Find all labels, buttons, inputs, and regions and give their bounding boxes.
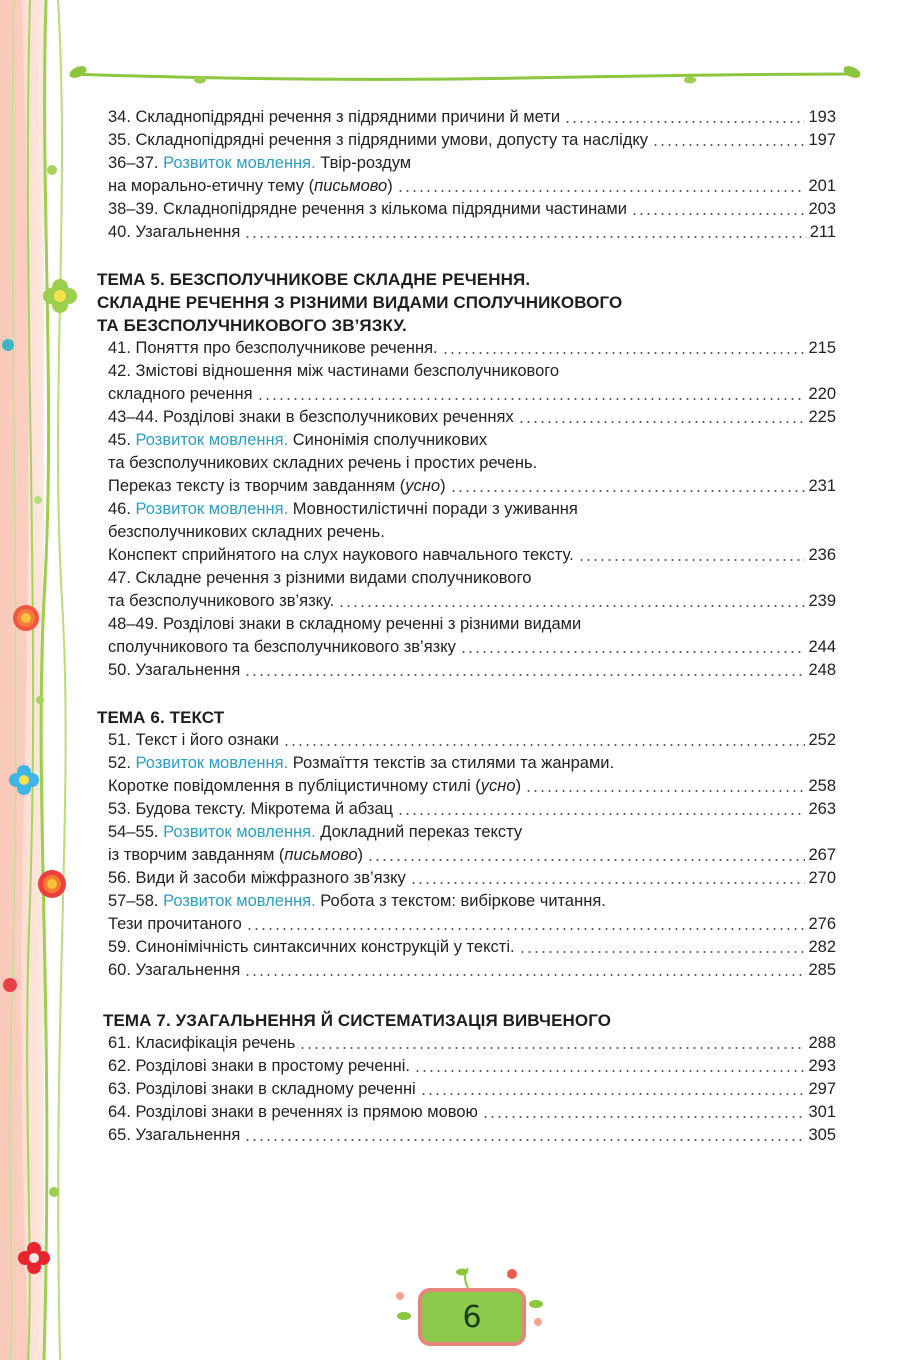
toc-entry[interactable] bbox=[108, 360, 836, 406]
toc-entry-line bbox=[108, 1124, 836, 1147]
dot-leader bbox=[244, 674, 805, 676]
text-segment: 61. Класифікація речень bbox=[108, 1034, 296, 1052]
text-segment: складного речення bbox=[108, 385, 253, 403]
toc-entry-text bbox=[108, 590, 334, 613]
page-ref: 293 bbox=[808, 1057, 836, 1075]
text-segment: Твір-роздум bbox=[315, 154, 412, 172]
page-ref: 225 bbox=[808, 408, 836, 426]
text-segment: 47. Складне речення з різними видами сполучникового bbox=[108, 569, 532, 587]
toc-entry-text bbox=[108, 798, 393, 821]
toc-entry-line bbox=[108, 636, 836, 659]
toc-entry[interactable] bbox=[108, 1032, 836, 1055]
text-segment: ) bbox=[440, 477, 446, 495]
toc-entry-text bbox=[108, 360, 559, 383]
toc-entry-line bbox=[108, 729, 836, 752]
dot-leader bbox=[519, 951, 806, 953]
toc-entry[interactable] bbox=[108, 798, 836, 821]
dot-leader bbox=[244, 236, 806, 238]
text-segment: Конспект сприйнятого на слух наукового навчального тексту. bbox=[108, 546, 574, 564]
dot-leader bbox=[257, 398, 806, 400]
page-ref: 258 bbox=[808, 777, 836, 795]
text-segment: 63. Розділові знаки в складному реченні bbox=[108, 1080, 416, 1098]
toc-entry-line bbox=[108, 659, 836, 682]
toc-entry-text bbox=[108, 1101, 478, 1124]
page-ref: 231 bbox=[808, 477, 836, 495]
dot-leader bbox=[631, 213, 806, 215]
toc-entry-line bbox=[108, 1055, 836, 1078]
toc-entry-text bbox=[108, 175, 393, 198]
toc-entry-line bbox=[108, 383, 836, 406]
toc-entry[interactable] bbox=[108, 821, 836, 867]
text-segment: 52. bbox=[108, 754, 136, 772]
toc-entry-text bbox=[108, 221, 240, 244]
dot-leader bbox=[420, 1093, 806, 1095]
page-ref: 244 bbox=[808, 638, 836, 656]
text-segment: 34. Складнопідрядні речення з підрядними причини й мети bbox=[108, 108, 561, 126]
toc-entry-text bbox=[108, 567, 531, 590]
speech-development-label: Розвиток мовлення. bbox=[163, 892, 316, 910]
toc-entry-line bbox=[108, 613, 836, 636]
toc-entry-line bbox=[108, 498, 836, 521]
toc-entry-line bbox=[108, 360, 836, 383]
toc-entry-text bbox=[108, 544, 574, 567]
dot-leader bbox=[397, 813, 805, 815]
text-segment: Коротке повідомлення в публіцистичному стилі ( bbox=[108, 777, 481, 795]
toc-entry-text bbox=[108, 821, 522, 844]
text-segment: ) bbox=[515, 777, 522, 795]
text-segment: 54–55. bbox=[108, 823, 164, 841]
toc-entry-line bbox=[108, 429, 836, 452]
toc-entry-line bbox=[108, 1078, 836, 1101]
dot-leader bbox=[460, 651, 806, 653]
toc-entry[interactable] bbox=[108, 1124, 836, 1147]
dot-leader bbox=[397, 190, 806, 192]
toc-entry-line bbox=[108, 337, 836, 360]
text-segment: безсполучникових складних речень. bbox=[108, 523, 385, 541]
text-segment: Мовностилістичні поради з уживання bbox=[288, 500, 578, 518]
page-ref: 239 bbox=[808, 592, 836, 610]
page-number bbox=[418, 1288, 526, 1346]
toc-entry-line bbox=[108, 798, 836, 821]
toc-entry-text bbox=[108, 406, 514, 429]
toc-entry[interactable] bbox=[108, 198, 836, 221]
toc-entry[interactable] bbox=[108, 959, 836, 982]
text-segment: 51. Текст і його ознаки bbox=[108, 731, 279, 749]
speech-development-label: Розвиток мовлення. bbox=[135, 754, 289, 772]
toc-entry-line bbox=[108, 890, 836, 913]
toc-entry-text bbox=[108, 452, 537, 475]
toc-entry-text bbox=[108, 129, 648, 152]
toc-entry-text bbox=[108, 1055, 410, 1078]
toc-entry-line bbox=[108, 452, 836, 475]
toc-entry[interactable] bbox=[108, 729, 836, 752]
text-segment: Розмаїття текстів за стилями та жанрами. bbox=[288, 754, 615, 772]
dot-leader bbox=[652, 144, 805, 146]
dot-leader bbox=[525, 790, 805, 792]
toc-entry-line bbox=[108, 544, 836, 567]
toc-entry-text bbox=[108, 475, 446, 498]
page-ref: 252 bbox=[808, 731, 836, 749]
mode-label: письмово bbox=[314, 177, 388, 195]
toc-entry-text bbox=[108, 775, 521, 798]
section-title bbox=[97, 268, 622, 337]
text-segment: 38–39. Складнопідрядне речення з кількома підрядними частинами bbox=[108, 200, 627, 218]
text-segment: Робота з текстом: вибіркове читання. bbox=[315, 892, 606, 910]
toc-entry-line bbox=[108, 475, 836, 498]
toc-entry[interactable] bbox=[108, 152, 836, 198]
text-segment: із творчим завданням ( bbox=[108, 846, 285, 864]
dot-leader bbox=[482, 1116, 806, 1118]
toc-entry-text bbox=[108, 1078, 416, 1101]
toc-entry-line bbox=[108, 590, 836, 613]
page-ref: 282 bbox=[808, 938, 836, 956]
toc-entry-line bbox=[108, 106, 836, 129]
text-segment: та безсполучникових складних речень і простих речень. bbox=[108, 454, 538, 472]
text-segment: ) bbox=[387, 177, 393, 195]
text-segment: 64. Розділові знаки в реченнях із прямою мовою bbox=[108, 1103, 478, 1121]
page-number-text: 6 bbox=[462, 1299, 482, 1335]
dot-leader bbox=[414, 1070, 805, 1072]
toc-entry[interactable] bbox=[108, 1101, 836, 1124]
toc-entry-line bbox=[108, 936, 836, 959]
dot-leader bbox=[442, 352, 806, 354]
text-segment: 53. Будова тексту. Мікротема й абзац bbox=[108, 800, 394, 818]
section-title bbox=[97, 706, 224, 729]
text-segment: Переказ тексту із творчим завданням ( bbox=[108, 477, 406, 495]
text-segment: 45. bbox=[108, 431, 136, 449]
page-ref: 211 bbox=[809, 223, 836, 241]
toc-entry-text bbox=[108, 636, 456, 659]
toc-entry[interactable] bbox=[108, 429, 836, 498]
toc-entry-line bbox=[108, 221, 836, 244]
toc-entry-text bbox=[108, 383, 253, 406]
toc-entry[interactable] bbox=[108, 129, 836, 152]
toc-entry-line bbox=[108, 567, 836, 590]
dot-leader bbox=[338, 605, 805, 607]
toc-entry-text bbox=[108, 498, 578, 521]
speech-development-label: Розвиток мовлення. bbox=[163, 823, 316, 841]
toc-entry-text bbox=[108, 936, 515, 959]
text-segment: ) bbox=[357, 846, 364, 864]
dot-leader bbox=[244, 1139, 805, 1141]
toc-entry[interactable] bbox=[108, 1078, 836, 1101]
text-segment: 60. Узагальнення bbox=[108, 961, 241, 979]
page-ref: 267 bbox=[808, 846, 836, 864]
dot-leader bbox=[367, 859, 805, 861]
toc-entry[interactable] bbox=[108, 406, 836, 429]
toc-entry-line bbox=[108, 821, 836, 844]
toc-entry-line bbox=[108, 913, 836, 936]
text-segment: 36–37. bbox=[108, 154, 164, 172]
mode-label: письмово bbox=[284, 846, 358, 864]
text-segment: 57–58. bbox=[108, 892, 164, 910]
toc-entry-line bbox=[108, 406, 836, 429]
dot-leader bbox=[578, 559, 806, 561]
page-ref: 301 bbox=[808, 1103, 836, 1121]
text-segment: Синонімія сполучникових bbox=[288, 431, 488, 449]
dot-leader bbox=[244, 974, 805, 976]
page-ref: 248 bbox=[808, 661, 836, 679]
page-ref: 193 bbox=[808, 108, 836, 126]
toc-entry-line bbox=[108, 1101, 836, 1124]
text-segment: Докладний переказ тексту bbox=[315, 823, 523, 841]
toc-entry[interactable] bbox=[108, 1055, 836, 1078]
toc-entry[interactable] bbox=[108, 613, 836, 659]
toc-entry-text bbox=[108, 337, 438, 360]
toc-entry-text bbox=[108, 752, 614, 775]
page-ref: 201 bbox=[808, 177, 836, 195]
section-title-line: ТА БЕЗСПОЛУЧНИКОВОГО ЗВ’ЯЗКУ. bbox=[97, 316, 407, 335]
text-segment: сполучникового та безсполучникового зв’язку bbox=[108, 638, 456, 656]
page-ref: 263 bbox=[808, 800, 836, 818]
toc-entry[interactable] bbox=[108, 221, 836, 244]
text-segment: 42. Змістові відношення між частинами безсполучникового bbox=[108, 362, 560, 380]
dot-leader bbox=[564, 121, 805, 123]
toc-entry-line bbox=[108, 844, 836, 867]
dot-leader bbox=[246, 928, 806, 930]
toc-entry[interactable] bbox=[108, 567, 836, 613]
toc-entry-text bbox=[108, 890, 606, 913]
speech-development-label: Розвиток мовлення. bbox=[135, 500, 289, 518]
page-ref: 297 bbox=[808, 1080, 836, 1098]
text-segment: 35. Складнопідрядні речення з підрядними умови, допусту та наслідку bbox=[108, 131, 649, 149]
toc-entry-text bbox=[108, 106, 560, 129]
toc-entry-line bbox=[108, 129, 836, 152]
toc-entry-text bbox=[108, 613, 581, 636]
toc-entry-text bbox=[108, 844, 363, 867]
toc-entry-text bbox=[108, 521, 385, 544]
text-segment: 65. Узагальнення bbox=[108, 1126, 241, 1144]
text-segment: на морально-етичну тему ( bbox=[108, 177, 315, 195]
toc-entry[interactable] bbox=[108, 752, 836, 798]
dot-leader bbox=[518, 421, 806, 423]
toc-entry-text bbox=[108, 1032, 295, 1055]
toc-entry-text bbox=[108, 1124, 240, 1147]
toc-entry-text bbox=[108, 152, 411, 175]
toc-entry-line bbox=[108, 959, 836, 982]
toc-entry[interactable] bbox=[108, 106, 836, 129]
toc-entry-text bbox=[108, 659, 240, 682]
page-ref: 288 bbox=[808, 1034, 836, 1052]
toc-entry[interactable] bbox=[108, 936, 836, 959]
text-segment: 40. Узагальнення bbox=[108, 223, 241, 241]
page-ref: 305 bbox=[808, 1126, 836, 1144]
page-ref: 203 bbox=[808, 200, 836, 218]
toc-entry-text bbox=[108, 729, 279, 752]
toc-entry-text bbox=[108, 913, 242, 936]
toc-entry[interactable] bbox=[108, 498, 836, 567]
mode-label: усно bbox=[405, 477, 441, 495]
speech-development-label: Розвиток мовлення. bbox=[135, 431, 289, 449]
toc-entry-line bbox=[108, 521, 836, 544]
toc-entry[interactable] bbox=[108, 867, 836, 890]
toc-entry-line bbox=[108, 775, 836, 798]
section-title-line: ТЕМА 5. БЕЗСПОЛУЧНИКОВЕ СКЛАДНЕ РЕЧЕННЯ. bbox=[97, 270, 531, 289]
mode-label: усно bbox=[480, 777, 516, 795]
page-ref: 215 bbox=[808, 339, 836, 357]
toc-entry[interactable] bbox=[108, 659, 836, 682]
page-ref: 270 bbox=[808, 869, 836, 887]
text-segment: 50. Узагальнення bbox=[108, 661, 241, 679]
text-segment: 41. Поняття про безсполучникове речення. bbox=[108, 339, 438, 357]
toc-entry-text bbox=[108, 429, 487, 452]
toc-entry[interactable] bbox=[108, 890, 836, 936]
section-title-line: ТЕМА 7. УЗАГАЛЬНЕННЯ Й СИСТЕМАТИЗАЦІЯ ВИВЧЕНОГО bbox=[103, 1011, 612, 1030]
text-segment: 56. Види й засоби міжфразного зв’язку bbox=[108, 869, 406, 887]
text-segment: та безсполучникового зв’язку. bbox=[108, 592, 335, 610]
text-segment: 59. Синонімічність синтаксичних конструкцій у тексті. bbox=[108, 938, 515, 956]
text-segment: 62. Розділові знаки в простому реченні. bbox=[108, 1057, 411, 1075]
toc-entry-line bbox=[108, 867, 836, 890]
toc-entry-text bbox=[108, 198, 627, 221]
dot-leader bbox=[283, 744, 805, 746]
dot-leader bbox=[410, 882, 806, 884]
toc-entry-line bbox=[108, 198, 836, 221]
dot-leader bbox=[450, 490, 806, 492]
text-segment: 46. bbox=[108, 500, 136, 518]
toc-entry-line bbox=[108, 1032, 836, 1055]
section-title bbox=[103, 1009, 611, 1032]
toc-entry-text bbox=[108, 867, 406, 890]
toc-entry-line bbox=[108, 152, 836, 175]
text-segment: 43–44. Розділові знаки в безсполучникових реченнях bbox=[108, 408, 514, 426]
page-ref: 276 bbox=[808, 915, 836, 933]
page-ref: 197 bbox=[808, 131, 836, 149]
toc-entry[interactable] bbox=[108, 337, 836, 360]
text-segment: 48–49. Розділові знаки в складному реченні з різними видами bbox=[108, 615, 582, 633]
toc-entry-line bbox=[108, 175, 836, 198]
toc-entry-line bbox=[108, 752, 836, 775]
section-title-line: СКЛАДНЕ РЕЧЕННЯ З РІЗНИМИ ВИДАМИ СПОЛУЧНИКОВОГО bbox=[97, 293, 623, 312]
section-title-line: ТЕМА 6. ТЕКСТ bbox=[97, 708, 225, 727]
page-ref: 220 bbox=[808, 385, 836, 403]
page-ref: 236 bbox=[808, 546, 836, 564]
toc-entry-text bbox=[108, 959, 240, 982]
speech-development-label: Розвиток мовлення. bbox=[163, 154, 316, 172]
dot-leader bbox=[299, 1047, 805, 1049]
page-ref: 285 bbox=[808, 961, 836, 979]
text-segment: Тези прочитаного bbox=[108, 915, 242, 933]
